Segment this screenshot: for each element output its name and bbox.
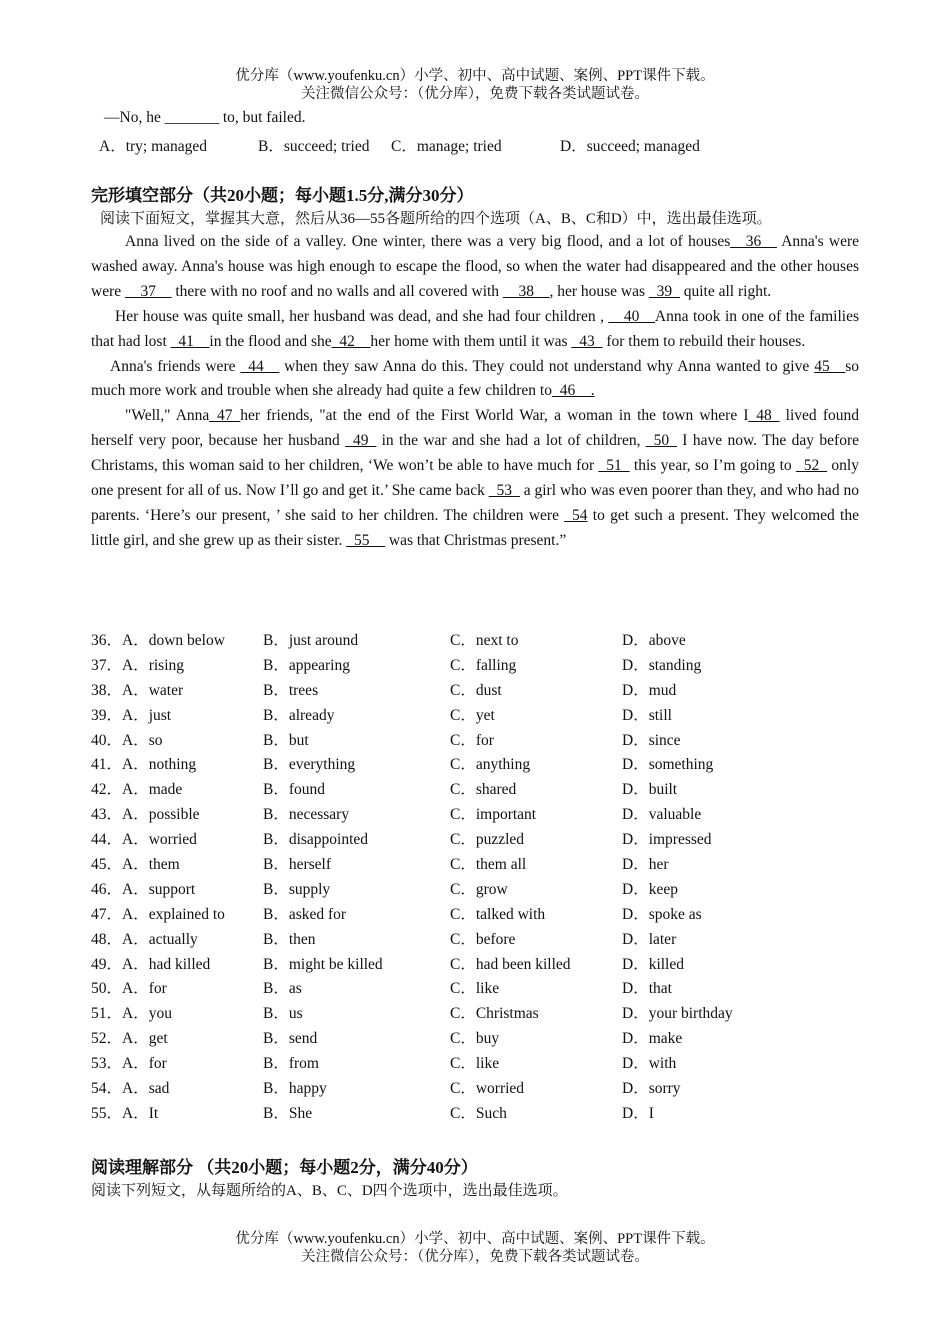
question-number-and-option-a <box>91 903 225 928</box>
option-c: C．had been killed <box>450 955 571 973</box>
blank-51: _51_ <box>598 457 630 475</box>
option-c: C．before <box>450 930 516 948</box>
option-a: A．you <box>122 1005 172 1023</box>
option-a: A．for <box>122 980 167 998</box>
option-a: A．explained to <box>122 905 225 923</box>
question-number: 53． <box>91 1055 123 1073</box>
question-row <box>91 903 859 928</box>
option-c: C．them all <box>450 856 527 874</box>
blank-36: __36__ <box>730 233 777 250</box>
question-number: 36． <box>91 632 123 649</box>
option-b: B．everything <box>263 756 356 774</box>
option-d: D．I <box>622 1104 654 1122</box>
option-d: D．built <box>622 781 678 799</box>
question-number-and-option-a <box>91 704 171 729</box>
option-b: B．from <box>263 1055 319 1073</box>
option-d: D．sorry <box>622 1080 681 1098</box>
question-number: 44． <box>91 831 123 849</box>
question-number-and-option-a <box>91 953 210 978</box>
cloze-passage <box>91 230 859 554</box>
blank-45: 45__ <box>814 357 846 375</box>
option-d: D．killed <box>622 955 684 973</box>
option-d: D．standing <box>622 656 702 674</box>
blank-38: __38__ <box>502 282 550 300</box>
option-a: A．nothing <box>122 756 197 774</box>
question-row <box>91 878 859 903</box>
option-c: C．puzzled <box>450 831 525 849</box>
question-row <box>91 1052 859 1077</box>
question-number-and-option-a <box>91 853 180 878</box>
question-row <box>91 1002 859 1027</box>
option-c: C．like <box>450 980 500 998</box>
question-number: 41． <box>91 756 123 774</box>
question-number-and-option-a <box>91 654 184 679</box>
option-a: A．worried <box>122 831 197 849</box>
question-number-and-option-a <box>91 1002 172 1027</box>
question-number-and-option-a <box>91 828 197 853</box>
question-number-and-option-a <box>91 1077 169 1102</box>
question-row <box>91 1027 859 1052</box>
option-c: C．Christmas <box>450 1005 539 1023</box>
question-row <box>91 977 859 1002</box>
option-b: B．happy <box>263 1080 327 1098</box>
blank-53: _53_ <box>488 482 520 500</box>
question-number-and-option-a <box>91 753 196 778</box>
question-number: 46． <box>91 880 123 898</box>
question-number-and-option-a <box>91 878 195 903</box>
option-d: D．valuable <box>622 806 702 824</box>
cloze-instructions: 阅读下面短文，掌握其大意，然后从36—55各题所给的四个选项（A、B、C和D）中，选出最佳选项。 <box>100 211 772 227</box>
blank-54: _54 <box>564 506 588 524</box>
question-row <box>91 1102 859 1127</box>
question-number: 52． <box>91 1030 123 1048</box>
option-b: B．appearing <box>263 656 350 674</box>
question-row <box>91 803 859 828</box>
reading-instructions: 阅读下列短文，从每题所给的A、B、C、D四个选项中，选出最佳选项。 <box>91 1183 568 1199</box>
question-row <box>91 828 859 853</box>
option-a: A．get <box>122 1030 168 1048</box>
option-d: D．that <box>622 980 672 998</box>
question-number: 39． <box>91 706 123 724</box>
question-number: 42． <box>91 781 123 799</box>
option-b: B．might be killed <box>263 955 383 973</box>
question-number-and-option-a <box>91 977 167 1002</box>
option-a: A．so <box>122 731 163 749</box>
option-c: C．worried <box>450 1080 525 1098</box>
option-d: D．still <box>622 706 672 724</box>
option-b: B．disappointed <box>263 831 369 849</box>
prev-question-answer: —No, he _______ to, but failed. <box>104 109 306 126</box>
option-b: B．then <box>263 930 316 948</box>
header-line-1: 优分库（www.youfenku.cn）小学、初中、高中试题、案例、PPT课件下载。 <box>235 68 715 84</box>
option-a: A．sad <box>122 1080 170 1098</box>
option-d: D．mud <box>622 681 677 699</box>
question-number: 38． <box>91 681 123 699</box>
footer-line-2: 关注微信公众号：（优分库），免费下载各类试题试卷。 <box>301 1249 649 1265</box>
option-b: B．trees <box>263 681 319 699</box>
blank-55: _55__ <box>346 531 386 549</box>
question-number-and-option-a <box>91 729 163 754</box>
option-a: A．for <box>122 1055 167 1073</box>
option-d: D．with <box>622 1055 677 1073</box>
option-d: D．her <box>622 856 669 874</box>
passage-paragraph-1: Anna lived on the side of a valley. One winter, there was a very big flood, and a lot of houses__36__ Anna's were washed away. Anna's house was high enough to escape the flood, so when the water had disappeared and the other houses were __37__ there with no roof and no walls and all covered with __38__, her house was _39_ quite all right. <box>91 233 859 300</box>
blank-40: __40__ <box>608 307 655 325</box>
prev-option-a: A．try; managed <box>99 138 208 155</box>
option-b: B．herself <box>263 856 332 874</box>
option-b: B．send <box>263 1030 318 1048</box>
option-b: B．supply <box>263 880 331 898</box>
question-row <box>91 928 859 953</box>
option-c: C．anything <box>450 756 531 774</box>
question-row <box>91 704 859 729</box>
question-number-and-option-a <box>91 1052 167 1077</box>
blank-50: _50_ <box>645 432 677 450</box>
option-b: B．as <box>263 980 302 998</box>
page-footer <box>0 1230 950 1266</box>
prev-option-b: B．succeed; tried <box>258 138 370 155</box>
option-b: B．but <box>263 731 309 749</box>
option-a: A．support <box>122 880 196 898</box>
passage-paragraph-2: Her house was quite small, her husband was dead, and she had four children , __40__Anna took in one of the families that had lost _41__in the flood and she_42__her home with them until it was _43_ for them to rebuild their houses. <box>91 307 860 350</box>
cloze-options-list <box>91 629 859 1127</box>
prev-option-d: D．succeed; managed <box>560 138 700 155</box>
option-b: B．already <box>263 706 335 724</box>
passage-paragraph-4: "Well," Anna_47_her friends, "at the end of the First World War, a woman in the town where I_48_ lived found herself very poor, because her husband _49_ in the war and she had a lot of children, _50_ I have now. The day before Christams, this woman said to her children, ‘We won’t be able to have much for _51_ this year, so I’m going to _52_ only one present for all of us. Now I’ll go and get it.’ She came back _53_ a girl who was even poorer than they, and who had no parents. ‘Here’s our present, ’ she said to her children. The children were _54 to get such a present. They welcomed the little girl, and she grew up as their sister. _55__ was that Christmas present.” <box>91 407 859 549</box>
option-b: B．necessary <box>263 806 350 824</box>
option-c: C．for <box>450 731 494 749</box>
option-a: A．actually <box>122 930 198 948</box>
question-number: 45． <box>91 856 123 874</box>
question-number: 43． <box>91 806 123 824</box>
passage-paragraph-3: Anna's friends were _44__ when they saw Anna do this. They could not understand why Anna wanted to give 45__so much more work and trouble when she already had quite a few children to_46__. <box>91 357 859 400</box>
header-line-2: 关注微信公众号：（优分库），免费下载各类试题试卷。 <box>301 86 649 102</box>
option-d: D．above <box>622 632 686 649</box>
question-number-and-option-a <box>91 1027 168 1052</box>
blank-47: _47_ <box>209 407 241 425</box>
option-c: C．like <box>450 1055 500 1073</box>
prev-option-c: C．manage; tried <box>391 138 502 155</box>
blank-48: _48_ <box>748 407 780 425</box>
question-row <box>91 629 859 654</box>
option-c: C．buy <box>450 1030 500 1048</box>
option-d: D．your birthday <box>622 1005 733 1023</box>
cloze-section-title: 完形填空部分（共20小题；每小题1.5分,满分30分） <box>91 186 474 205</box>
option-a: A．made <box>122 781 183 799</box>
option-c: C．yet <box>450 706 495 724</box>
blank-37: __37__ <box>125 282 172 300</box>
question-number-and-option-a <box>91 629 225 654</box>
blank-43: _43_ <box>571 332 603 350</box>
question-number-and-option-a <box>91 1102 158 1127</box>
option-b: B．us <box>263 1005 303 1023</box>
blank-49: _49_ <box>345 432 377 450</box>
question-row <box>91 729 859 754</box>
option-b: B．found <box>263 781 326 799</box>
option-d: D．since <box>622 731 681 749</box>
question-row <box>91 953 859 978</box>
question-number: 47． <box>91 905 123 923</box>
option-c: C．shared <box>450 781 517 799</box>
question-number-and-option-a <box>91 778 182 803</box>
option-b: B．just around <box>263 632 359 649</box>
option-a: A．had killed <box>122 955 211 973</box>
option-c: C．dust <box>450 681 502 699</box>
blank-39: _39_ <box>648 282 680 300</box>
option-d: D．spoke as <box>622 905 702 923</box>
blank-46: _46__. <box>551 382 595 400</box>
option-d: D．something <box>622 756 714 774</box>
question-number: 49． <box>91 955 123 973</box>
option-a: A．water <box>122 681 184 699</box>
question-number-and-option-a <box>91 928 198 953</box>
blank-44: _44__ <box>240 357 280 375</box>
option-c: C．next to <box>450 632 519 649</box>
blank-52: _52_ <box>796 457 828 475</box>
option-c: C．Such <box>450 1104 507 1122</box>
question-number: 37． <box>91 656 123 674</box>
option-c: C．talked with <box>450 905 546 923</box>
blank-41: _41__ <box>170 332 210 350</box>
option-a: A．just <box>122 706 172 724</box>
question-number-and-option-a <box>91 679 183 704</box>
page-header <box>0 67 950 103</box>
option-c: C．important <box>450 806 537 824</box>
question-number: 51． <box>91 1005 123 1023</box>
question-row <box>91 679 859 704</box>
option-b: B．She <box>263 1104 313 1122</box>
question-number: 54． <box>91 1080 123 1098</box>
option-c: C．grow <box>450 880 508 898</box>
option-c: C．falling <box>450 656 517 674</box>
question-row <box>91 753 859 778</box>
blank-42: _42__ <box>331 332 371 350</box>
question-row <box>91 1077 859 1102</box>
question-number: 55． <box>91 1104 123 1122</box>
option-a: A．them <box>122 856 180 874</box>
question-number-and-option-a <box>91 803 200 828</box>
option-b: B．asked for <box>263 905 347 923</box>
option-d: D．later <box>622 930 677 948</box>
question-row <box>91 654 859 679</box>
footer-line-1: 优分库（www.youfenku.cn）小学、初中、高中试题、案例、PPT课件下载。 <box>235 1231 715 1247</box>
option-a: A．down below <box>122 632 225 649</box>
question-number: 48． <box>91 930 123 948</box>
reading-section-title: 阅读理解部分 （共20小题；每小题2分，满分40分） <box>91 1158 478 1177</box>
option-a: A．rising <box>122 656 185 674</box>
option-a: A．It <box>122 1104 159 1122</box>
option-d: D．impressed <box>622 831 712 849</box>
option-d: D．keep <box>622 880 678 898</box>
option-d: D．make <box>622 1030 683 1048</box>
option-a: A．possible <box>122 806 200 824</box>
question-number: 50． <box>91 980 123 998</box>
question-row <box>91 853 859 878</box>
question-number: 40． <box>91 731 123 749</box>
question-row <box>91 778 859 803</box>
